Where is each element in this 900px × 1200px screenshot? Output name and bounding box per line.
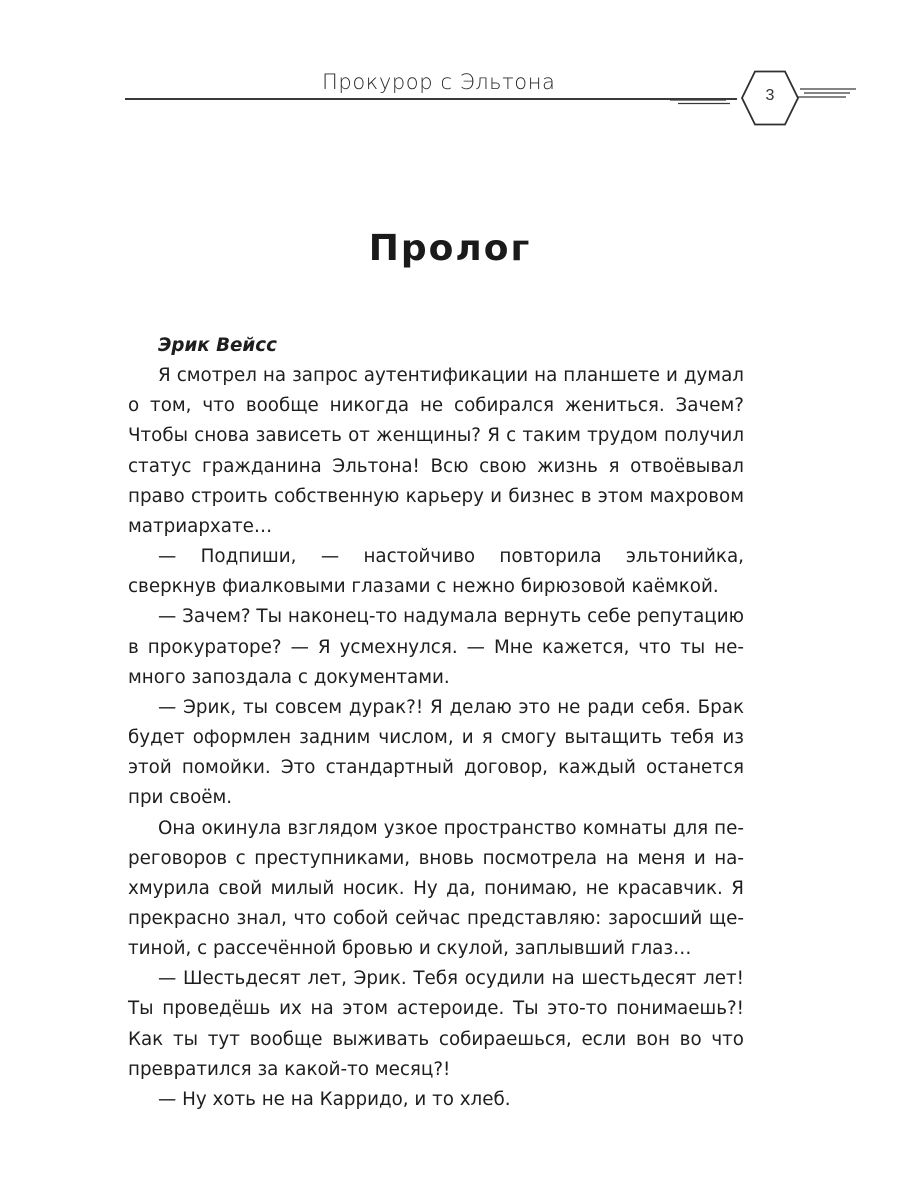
paragraph: — Подпиши, — настойчиво повторила эльтонийка, сверкнув фиалковыми глазами с нежно бирюзовой каёмкой.: [128, 546, 744, 598]
running-header: [0, 0, 900, 140]
body-text: [128, 331, 744, 1115]
header-rule: [125, 98, 737, 100]
paragraph: — Эрик, ты совсем дурак?! Я делаю это не ради себя. Брак будет оформлен задним числом, и я смогу вытащить тебя из этой помойки. Это стандартный договор, каждый останется при своём.: [128, 696, 744, 809]
paragraph: Я смотрел на запрос аутентификации на планшете и думал о том, что вообще никогда не собирался жениться. Зачем? Чтобы снова зависеть от женщины? Я с таким трудом получил статус гражданина Эльтона! Всю свою жизнь я отвоёвывал право строить собственную карьеру и бизнес в этом махровом матриархате…: [128, 365, 744, 537]
chapter-title: Пролог: [368, 228, 532, 269]
running-title: Прокурор с Эльтона: [322, 70, 556, 94]
paragraph: Она окинула взглядом узкое пространство комнаты для переговоров с преступниками, вновь посмотрела на меня и нахмурила свой милый носик. Ну да, понимаю, не красавчик. Я прекрасно знал, что собой сейчас представляю: заросший щетиной, с рассечённой бровью и скулой, заплывший глаз…: [128, 817, 744, 960]
page-number: 3: [765, 87, 775, 104]
page-number-badge: [740, 70, 800, 126]
paragraph: — Шестьдесят лет, Эрик. Тебя осудили на шестьдесят лет! Ты проведёшь их на этом астероиде. Ты это-то понимаешь?! Как ты тут вообще выживать собираешься, если вон во что превратился за какой-то месяц?!: [128, 968, 744, 1080]
paragraph: — Ну хоть не на Карридо, и то хлеб.: [158, 1088, 511, 1110]
author-name: Эрик Вейсс: [158, 335, 277, 356]
paragraph: — Зачем? Ты наконец-то надумала вернуть себе репутацию в прокураторе? — Я усмехнулся. — Мне кажется, что ты немного запоздала с документами.: [128, 606, 744, 688]
